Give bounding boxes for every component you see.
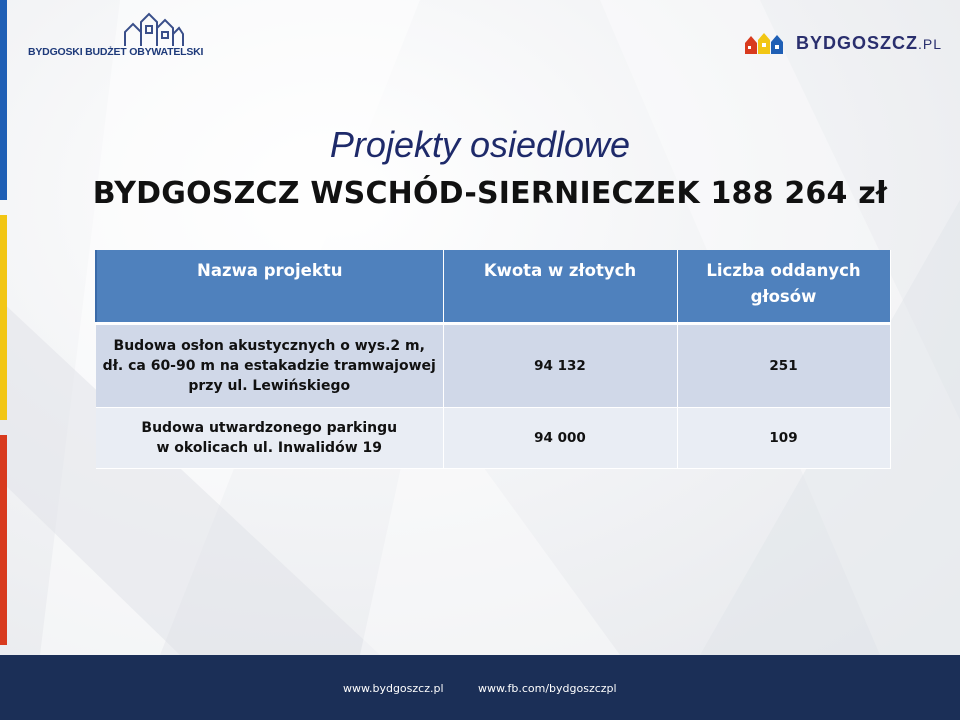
page-subtitle: Projekty osiedlowe (329, 124, 631, 165)
right-logo-name: BYDGOSZCZ (796, 33, 919, 53)
projects-table (95, 250, 891, 469)
colorful-houses-icon (744, 32, 794, 56)
right-logo-suffix: .PL (918, 36, 943, 52)
footer-facebook-link[interactable]: www.fb.com/bydgoszczpl (478, 682, 617, 695)
page-title: BYDGOSZCZ WSCHÓD-SIERNIECZEK 188 264 zł (92, 176, 888, 211)
project-name-cell (96, 324, 443, 408)
table-row (96, 408, 890, 469)
table-row (96, 324, 890, 408)
project-name-line: przy ul. Lewińskiego (188, 378, 351, 394)
yellow-stripe (0, 215, 7, 420)
project-name-line: dł. ca 60-90 m na estakadzie tramwajowej (102, 358, 436, 374)
header-amount: Kwota w złotych (443, 250, 677, 324)
town-houses-icon (123, 12, 185, 48)
amount-cell: 94 000 (443, 408, 677, 469)
footer-website-link[interactable]: www.bydgoszcz.pl (343, 682, 444, 695)
votes-cell: 109 (677, 408, 890, 469)
left-logo-text: BYDGOSKI BUDŻET OBYWATELSKI (28, 46, 204, 58)
header-project-name: Nazwa projektu (96, 250, 443, 324)
project-name-line: Budowa utwardzonego parkingu (141, 420, 398, 436)
project-name-line: w okolicach ul. Inwalidów 19 (156, 440, 382, 456)
project-name-line: Budowa osłon akustycznych o wys.2 m, (113, 338, 425, 354)
table-header-row (96, 250, 890, 324)
project-name-cell (96, 408, 443, 469)
header-votes: Liczba oddanych głosów (677, 250, 890, 324)
footer-bar (0, 655, 960, 720)
bydgoszcz-pl-logo (744, 30, 944, 60)
blue-stripe (0, 0, 7, 200)
budzet-obywatelski-logo (28, 12, 204, 60)
right-logo-text (796, 33, 942, 54)
votes-cell: 251 (677, 324, 890, 408)
red-stripe (0, 435, 7, 645)
amount-cell: 94 132 (443, 324, 677, 408)
